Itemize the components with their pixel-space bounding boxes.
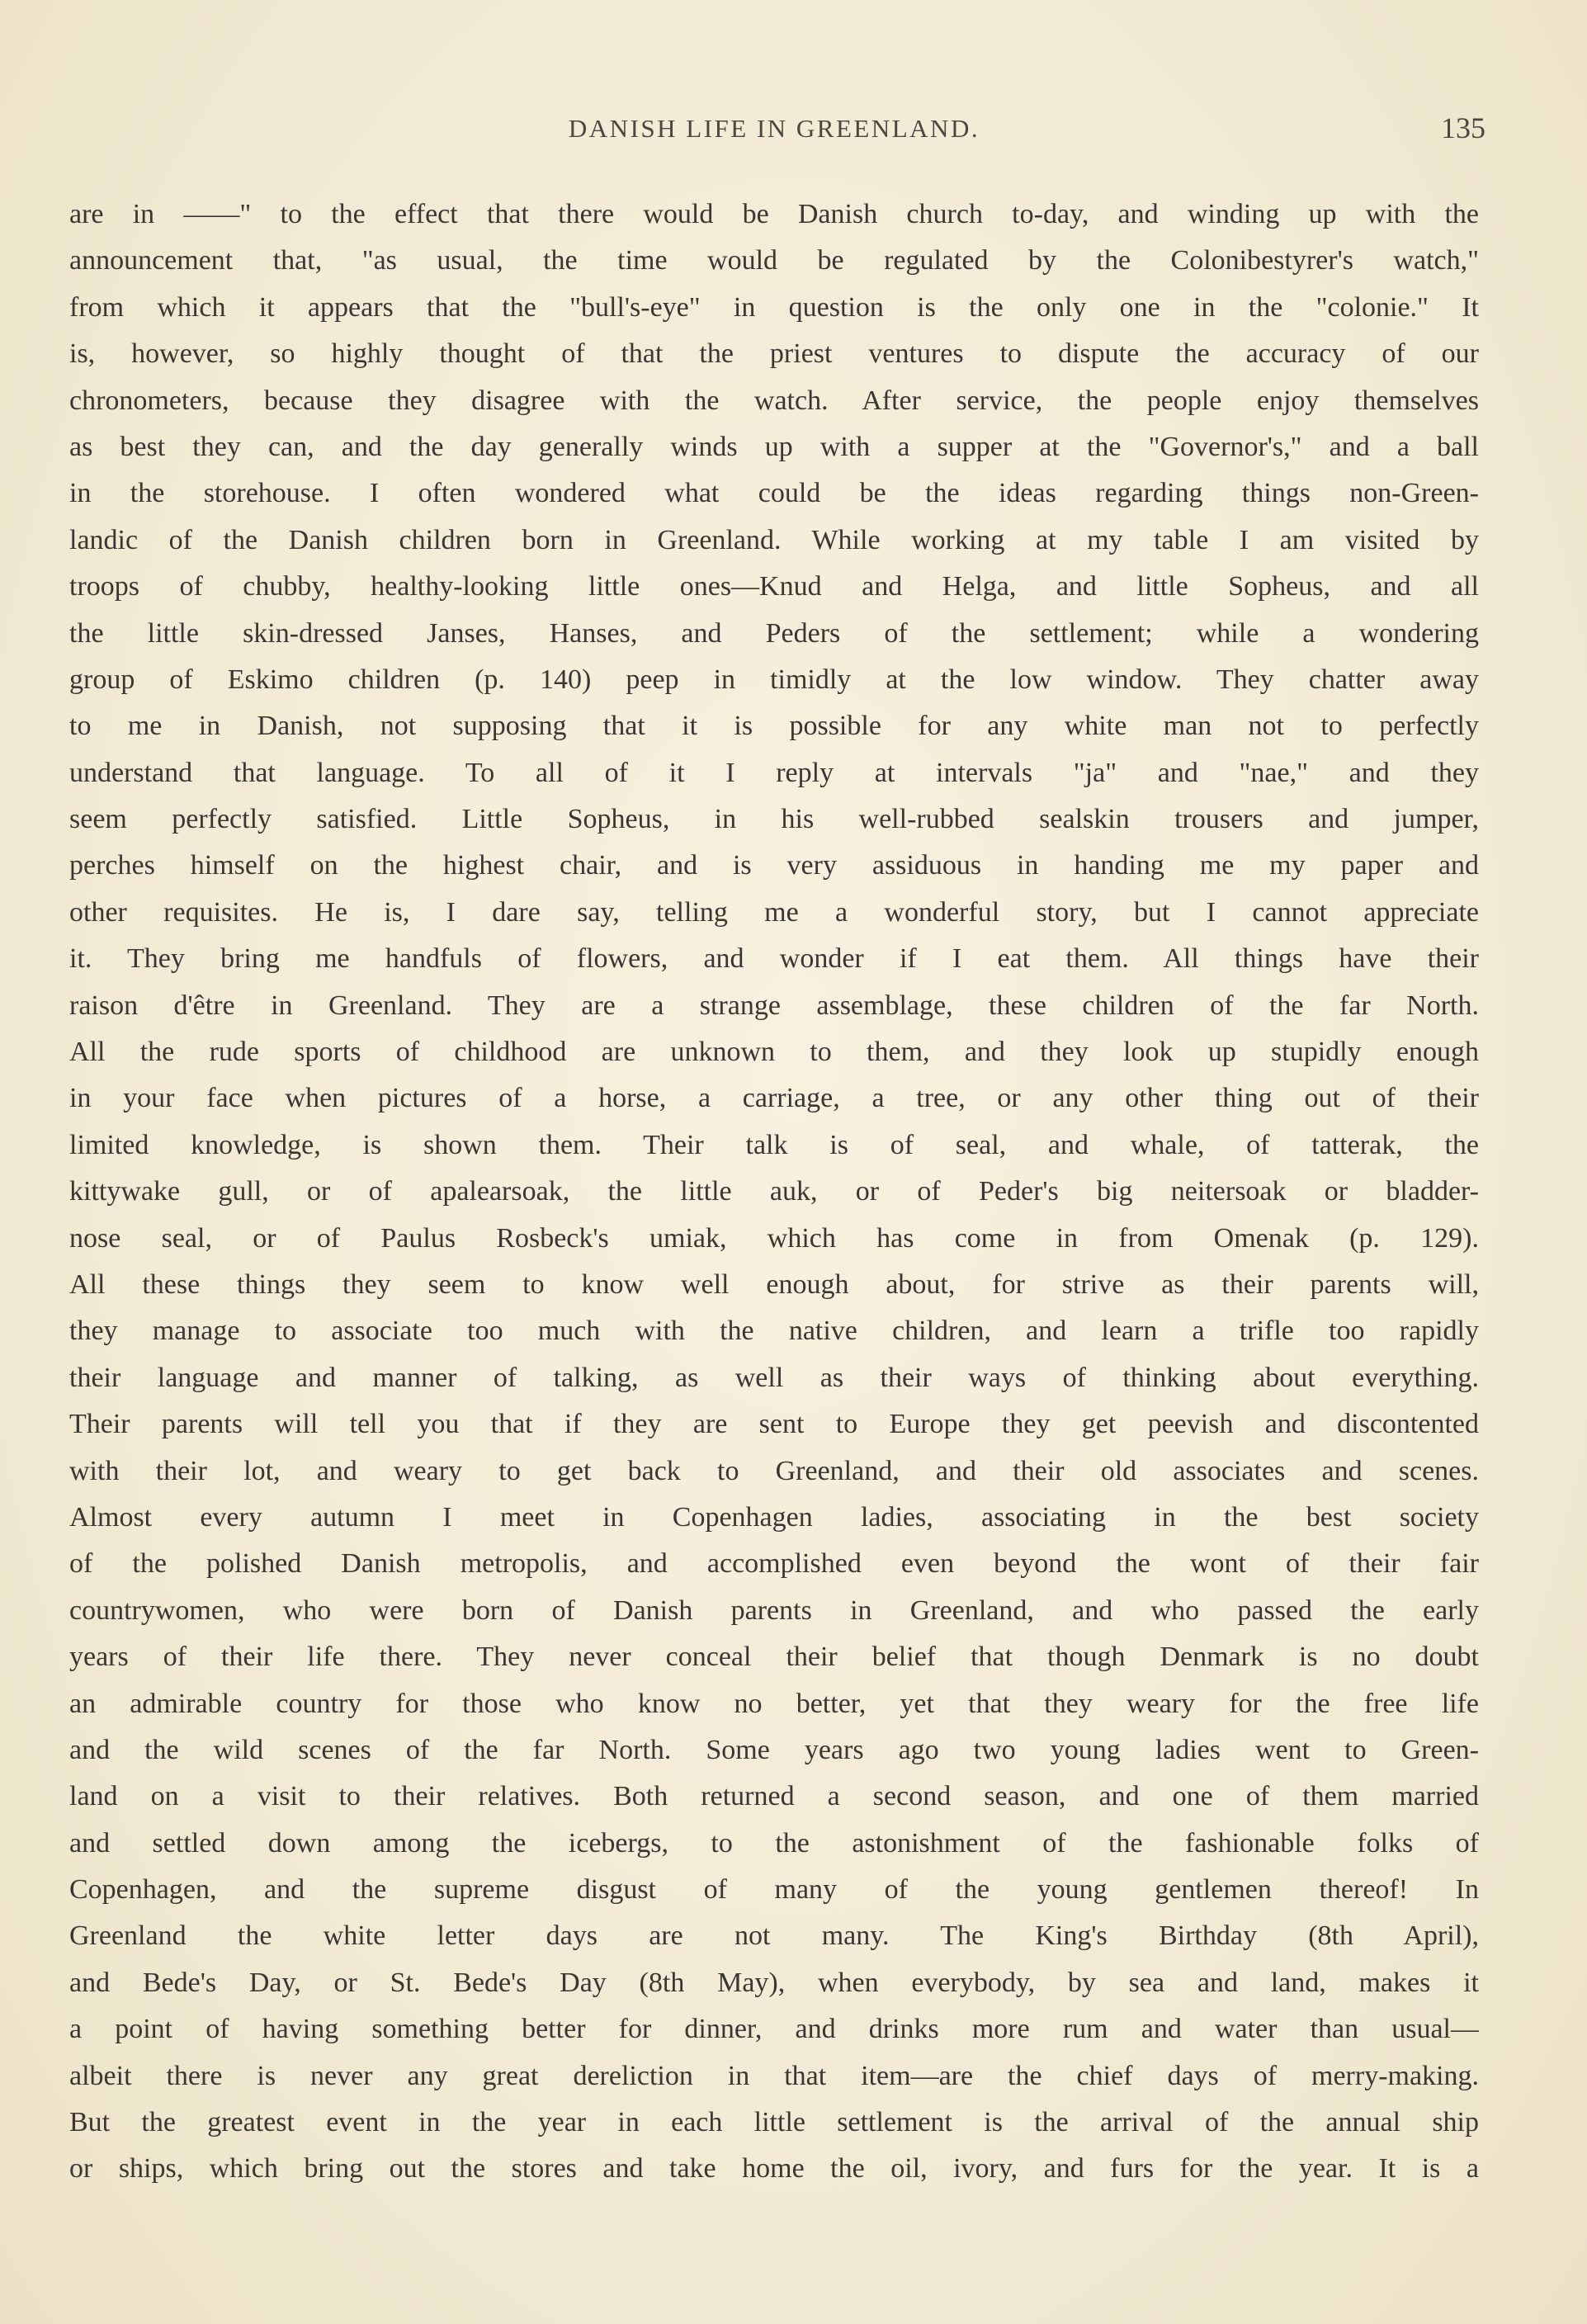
text-line: All the rude sports of childhood are unknown to them, and they look up stupidly enough bbox=[69, 1037, 1479, 1068]
text-line: albeit there is never any great dereliction in that item—are the chief days of merry-making. bbox=[69, 2060, 1479, 2091]
text-line: chronometers, because they disagree with the watch. After service, the people enjoy themselves bbox=[69, 385, 1479, 416]
text-line: from which it appears that the "bull's-eye" in question is the only one in the "colonie." It bbox=[69, 291, 1479, 323]
text-line: Almost every autumn I meet in Copenhagen ladies, associating in the best society bbox=[69, 1501, 1479, 1533]
page-number: 135 bbox=[1441, 111, 1485, 144]
text-line: and settled down among the icebergs, to the astonishment of the fashionable folks of bbox=[69, 1827, 1479, 1859]
text-line: landic of the Danish children born in Greenland. While working at my table I am visited by bbox=[69, 524, 1479, 555]
text-line: years of their life there. They never conceal their belief that though Denmark is no doubt bbox=[69, 1641, 1479, 1673]
text-line: group of Eskimo children (p. 140) peep in timidly at the low window. They chatter away bbox=[69, 664, 1479, 695]
text-line: as best they can, and the day generally winds up with a supper at the "Governor's," and a ball bbox=[69, 431, 1479, 462]
text-line: seem perfectly satisfied. Little Sopheus, in his well-rubbed sealskin trousers and jumper, bbox=[69, 804, 1479, 835]
page-header bbox=[69, 111, 1485, 154]
text-line: countrywomen, who were born of Danish parents in Greenland, and who passed the early bbox=[69, 1594, 1479, 1626]
text-line: they manage to associate too much with the native children, and learn a trifle too rapidly bbox=[69, 1316, 1479, 1347]
text-line: Copenhagen, and the supreme disgust of many of the young gentlemen thereof! In bbox=[69, 1874, 1479, 1906]
text-line: limited knowledge, is shown them. Their talk is of seal, and whale, of tatterak, the bbox=[69, 1129, 1479, 1160]
text-line: raison d'être in Greenland. They are a strange assemblage, these children of the far North. bbox=[69, 990, 1479, 1021]
text-line: All these things they seem to know well enough about, for strive as their parents will, bbox=[69, 1268, 1479, 1300]
text-line: and Bede's Day, or St. Bede's Day (8th May), when everybody, by sea and land, makes it bbox=[69, 1967, 1479, 1998]
text-line: an admirable country for those who know no better, yet that they weary for the free life bbox=[69, 1688, 1479, 1719]
text-line: land on a visit to their relatives. Both returned a second season, and one of them married bbox=[69, 1781, 1479, 1812]
text-line: with their lot, and weary to get back to Greenland, and their old associates and scenes. bbox=[69, 1455, 1479, 1486]
text-line: in your face when pictures of a horse, a carriage, a tree, or any other thing out of their bbox=[69, 1083, 1479, 1114]
text-line: understand that language. To all of it I reply at intervals "ja" and "nae," and they bbox=[69, 757, 1479, 788]
text-line: Greenland the white letter days are not many. The King's Birthday (8th April), bbox=[69, 1920, 1479, 1952]
text-line: in the storehouse. I often wondered what could be the ideas regarding things non-Green- bbox=[69, 478, 1479, 509]
text-line: it. They bring me handfuls of flowers, and wonder if I eat them. All things have their bbox=[69, 943, 1479, 975]
text-line: troops of chubby, healthy-looking little ones—Knud and Helga, and little Sopheus, and all bbox=[69, 571, 1479, 602]
text-line: the little skin-dressed Janses, Hanses, and Peders of the settlement; while a wondering bbox=[69, 617, 1479, 649]
text-line: other requisites. He is, I dare say, telling me a wonderful story, but I cannot appreciate bbox=[69, 896, 1479, 928]
text-line: perches himself on the highest chair, and is very assiduous in handing me my paper and bbox=[69, 850, 1479, 881]
text-line: of the polished Danish metropolis, and accomplished even beyond the wont of their fair bbox=[69, 1548, 1479, 1580]
text-line: a point of having something better for dinner, and drinks more rum and water than usual— bbox=[69, 2014, 1479, 2045]
text-line: kittywake gull, or of apalearsoak, the little auk, or of Peder's big neitersoak or bladder- bbox=[69, 1176, 1479, 1207]
text-line: their language and manner of talking, as well as their ways of thinking about everything. bbox=[69, 1362, 1479, 1393]
text-line: Their parents will tell you that if they are sent to Europe they get peevish and discontented bbox=[69, 1409, 1479, 1440]
text-line: nose seal, or of Paulus Rosbeck's umiak, which has come in from Omenak (p. 129). bbox=[69, 1222, 1479, 1254]
running-title: DANISH LIFE IN GREENLAND. bbox=[568, 114, 980, 143]
text-line: is, however, so highly thought of that the priest ventures to dispute the accuracy of our bbox=[69, 338, 1479, 370]
text-line: or ships, which bring out the stores and take home the oil, ivory, and furs for the year. It is a bbox=[69, 2153, 1479, 2185]
text-line: But the greatest event in the year in each little settlement is the arrival of the annual ship bbox=[69, 2107, 1479, 2138]
text-line: and the wild scenes of the far North. Some years ago two young ladies went to Green- bbox=[69, 1734, 1479, 1765]
text-line: are in ——" to the effect that there would be Danish church to-day, and winding up with the bbox=[69, 199, 1479, 229]
body-text bbox=[69, 191, 1479, 2193]
text-line: to me in Danish, not supposing that it is possible for any white man not to perfectly bbox=[69, 711, 1479, 742]
text-line: announcement that, "as usual, the time would be regulated by the Colonibestyrer's watch," bbox=[69, 245, 1479, 276]
